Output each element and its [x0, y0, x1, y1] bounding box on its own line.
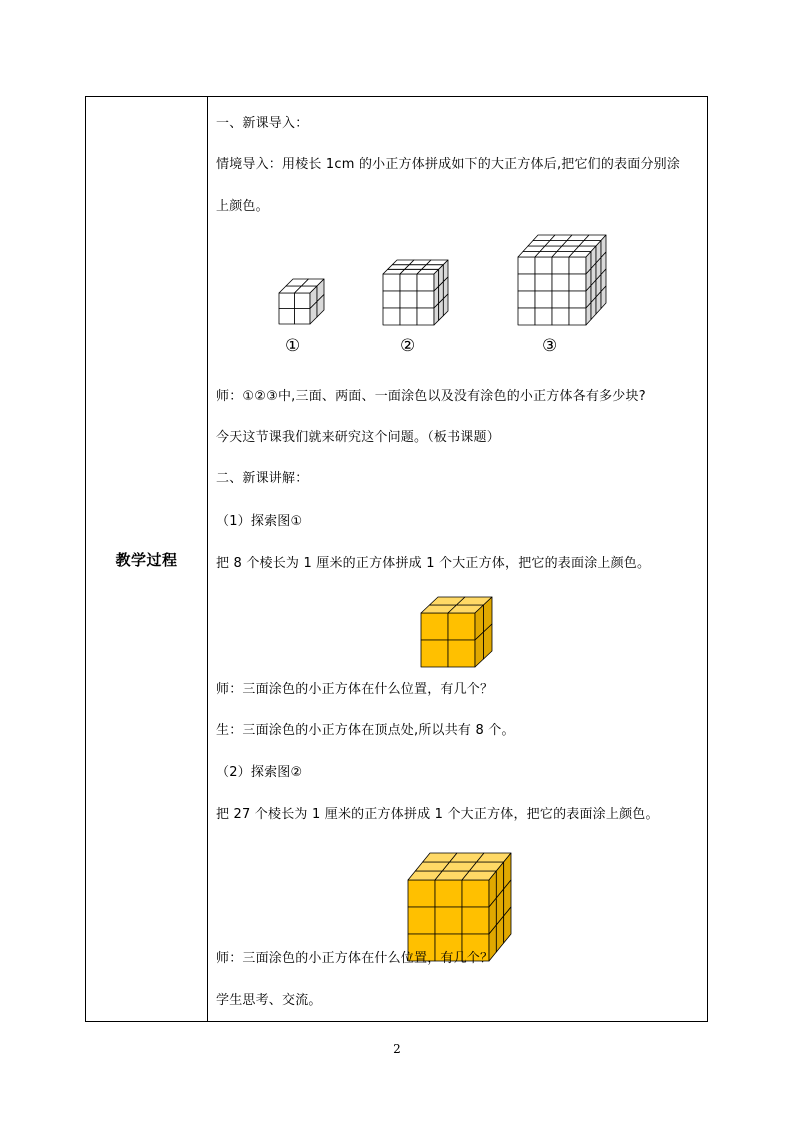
teacher-question-1: 师：①②③中,三面、两面、一面涂色以及没有涂色的小正方体各有多少块? — [216, 389, 646, 404]
cube-front-cell — [462, 880, 489, 907]
page-number: 2 — [393, 1042, 401, 1056]
cube-front-cell — [569, 291, 586, 308]
cube-front-cell — [535, 291, 552, 308]
cube-front-cell — [417, 308, 434, 325]
cube-front-cell — [383, 308, 400, 325]
cube-front-cell — [295, 293, 311, 309]
cube-front-cell — [295, 309, 311, 325]
figure-label-2: ② — [400, 336, 416, 356]
cube-front-cell — [462, 907, 489, 934]
column-divider — [207, 97, 208, 1021]
cube-front-cell — [421, 613, 448, 640]
cube-front-cell — [518, 257, 535, 274]
cube-front-cell — [408, 907, 435, 934]
cube-front-cell — [279, 309, 295, 325]
figure-label-3: ③ — [542, 336, 558, 356]
cube-front-cell — [435, 880, 462, 907]
cube-front-cell — [279, 293, 295, 309]
cube-front-cell — [421, 640, 448, 667]
student-activity-text: 学生思考、交流。 — [216, 993, 322, 1008]
heading-new-lesson-explanation: 二、新课讲解： — [216, 471, 309, 486]
cube-front-cell — [552, 291, 569, 308]
cube-front-cell — [448, 613, 475, 640]
cube-front-cell — [518, 274, 535, 291]
explore-figure-1-heading: （1）探索图① — [216, 514, 303, 529]
explore-figure-2-heading: （2）探索图② — [216, 765, 303, 780]
teacher-question-3: 师：三面涂色的小正方体在什么位置，有几个？ — [216, 951, 494, 966]
cube-front-cell — [552, 257, 569, 274]
cube-front-cell — [535, 257, 552, 274]
cube-front-cell — [535, 308, 552, 325]
student-answer-1: 生：三面涂色的小正方体在顶点处,所以共有 8 个。 — [216, 723, 515, 738]
figure-label-1: ① — [285, 336, 301, 356]
cube-front-cell — [448, 640, 475, 667]
scenario-intro-text-cont: 上颜色。 — [216, 199, 269, 214]
lesson-table — [85, 96, 708, 1022]
cube-front-cell — [435, 907, 462, 934]
cube-front-cell — [569, 308, 586, 325]
cube-front-cell — [518, 308, 535, 325]
explore-figure-1-text: 把 8 个棱长为 1 厘米的正方体拼成 1 个大正方体，把它的表面涂上颜色。 — [216, 556, 651, 571]
explore-figure-2-text: 把 27 个棱长为 1 厘米的正方体拼成 1 个大正方体，把它的表面涂上颜色。 — [216, 807, 659, 822]
cube-front-cell — [535, 274, 552, 291]
cube-front-cell — [552, 274, 569, 291]
lesson-topic-text: 今天这节课我们就来研究这个问题。（板书课题） — [216, 430, 500, 445]
cube-front-cell — [383, 274, 400, 291]
cube-front-cell — [417, 274, 434, 291]
cube-front-cell — [400, 274, 417, 291]
cube-front-cell — [569, 274, 586, 291]
cube-front-cell — [569, 257, 586, 274]
section-label: 教学过程 — [115, 551, 178, 569]
cube-front-cell — [408, 880, 435, 907]
cube-front-cell — [400, 291, 417, 308]
colored-cube-3x3 — [86, 97, 87, 98]
cube-front-cell — [417, 291, 434, 308]
cube-front-cell — [383, 291, 400, 308]
teacher-question-2: 师：三面涂色的小正方体在什么位置，有几个？ — [216, 682, 494, 697]
cube-front-cell — [518, 291, 535, 308]
heading-new-lesson-intro: 一、新课导入： — [216, 116, 309, 131]
cube-front-cell — [552, 308, 569, 325]
scenario-intro-text: 情境导入：用棱长 1cm 的小正方体拼成如下的大正方体后,把它们的表面分别涂 — [216, 157, 681, 172]
cube-front-cell — [400, 308, 417, 325]
